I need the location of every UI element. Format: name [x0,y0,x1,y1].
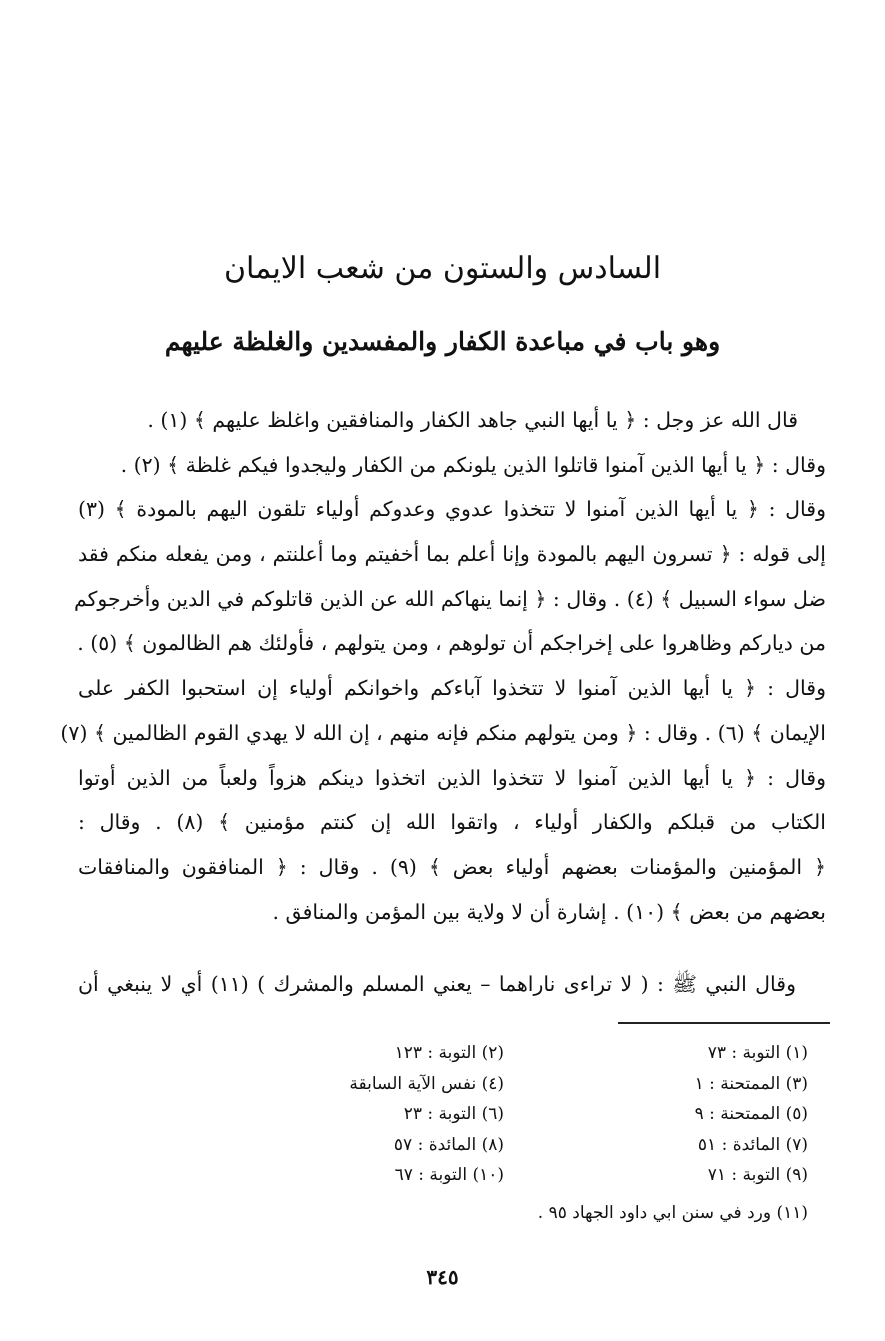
footnote: (٥) الممتحنة : ٩ [694,1104,808,1124]
text-line: قال الله عز وجل : ﴿ يا أيها النبي جاهد الكفار والمنافقين واغلظ عليهم ﴾ (١) . [147,408,798,432]
footnote: (٧) المائدة : ٥١ [697,1134,808,1155]
text-line: بعضهم من بعض ﴾ (١٠) . إشارة أن لا ولاية بين المؤمن والمنافق . [272,899,826,924]
footnote: (٦) التوبة : ٢٣ [403,1104,504,1124]
footnote-last: (١١) ورد في سنن ابي داود الجهاد ٩٥ . [537,1203,808,1223]
text-line: وقال : ﴿ يا أيها الذين آمنوا قاتلوا الذين يلونكم من الكفار وليجدوا فيكم غلظة ﴾ (٢) . [120,452,826,477]
body-text [60,398,826,934]
text-line: الإيمان ﴾ (٦) . وقال : ﴿ ومن يتولهم منكم فإنه منهم ، إن الله لا يهدي القوم الظالمين ﴾ (٧) [60,720,826,745]
text-line: ضل سواء السبيل ﴾ (٤) . وقال : ﴿ إنما ينهاكم الله عن الذين قاتلوكم في الدين وأخرجوكم [74,586,826,611]
footnote: (٣) الممتحنة : ١ [694,1073,808,1094]
footnote: (٨) المائدة : ٥٧ [393,1134,504,1155]
text-line: من دياركم وظاهروا على إخراجكم أن تولوهم ، ومن يتولهم ، فأولئك هم الظالمون ﴾ (٥) . [77,631,826,656]
footnote: (٢) التوبة : ١٢٣ [394,1043,504,1063]
text-line: إلى قوله : ﴿ تسرون اليهم بالمودة وإنا أعلم بما أخفيتم وما أعلنتم ، ومن يفعله منكم فقد [78,542,826,567]
page-number: ٣٤٥ [426,1265,459,1289]
hadith-line: وقال النبي ﷺ : ( لا تراءى ناراهما – يعني المسلم والمشرك ) (١١) أي لا ينبغي أن [78,972,796,996]
text-line: وقال : ﴿ يا أيها الذين آمنوا لا تتخذوا آباءكم واخوانكم أولياء إن استحبوا الكفر على [78,676,826,701]
footnotes-right-column [600,1038,808,1191]
text-line: وقال : ﴿ يا أيها الذين آمنوا لا تتخذوا الذين اتخذوا دينكم هزواً ولعباً من الذين أوتوا [78,765,826,790]
text-line: وقال : ﴿ يا أيها الذين آمنوا لا تتخذوا عدوي وعدوكم أولياء تلقون اليهم بالمودة ﴾ (٣) [78,497,826,522]
footnote: (٩) التوبة : ٧١ [707,1165,808,1185]
footnote: (١) التوبة : ٧٣ [707,1043,808,1063]
footnotes-left-column [300,1038,504,1191]
chapter-title: السادس والستون من شعب الايمان [223,251,662,286]
text-line: ﴿ المؤمنين والمؤمنات بعضهم أولياء بعض ﴾ (٩) . وقال : ﴿ المنافقون والمنافقات [78,854,826,879]
footnote-separator [618,1022,830,1024]
footnote: (١٠) التوبة : ٦٧ [394,1165,504,1185]
text-line: الكتاب من قبلكم والكفار أولياء ، واتقوا الله إن كنتم مؤمنين ﴾ (٨) . وقال : [78,810,826,835]
chapter-subtitle: وهو باب في مباعدة الكفار والمفسدين والغلظة عليهم [164,327,721,356]
footnote: (٤) نفس الآية السابقة [349,1073,504,1094]
